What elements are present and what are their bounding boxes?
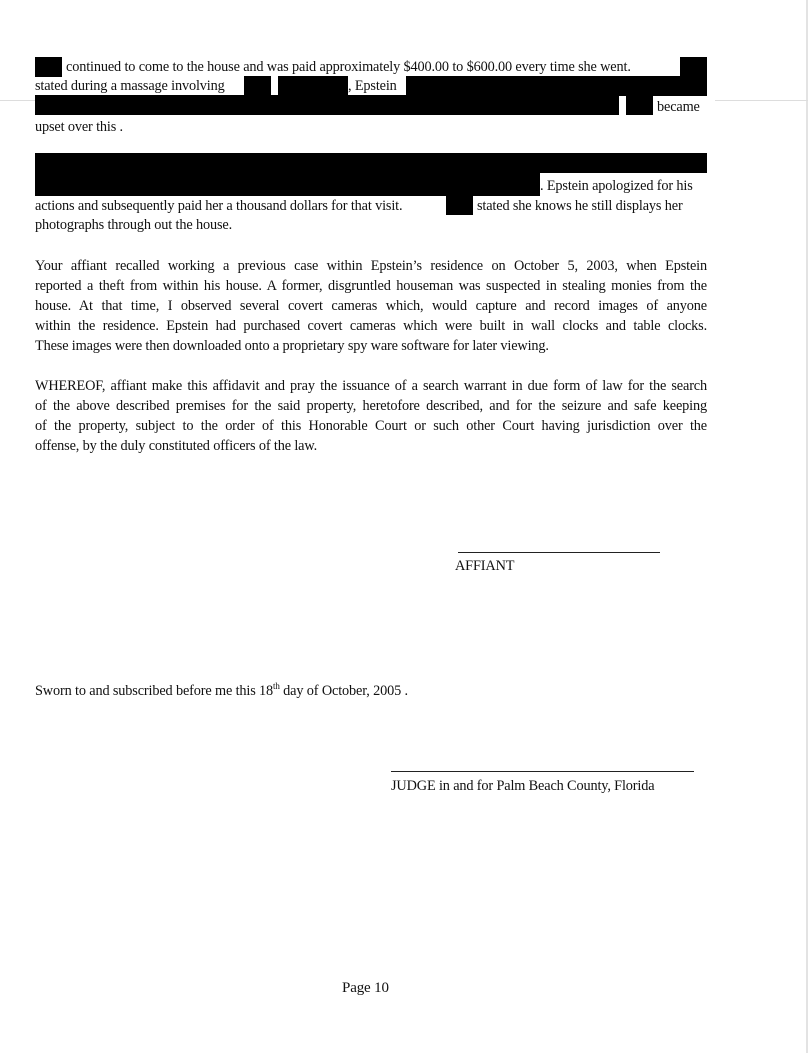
p1-line2: stated during a massage involving: [35, 78, 225, 94]
p1-line4: upset over this .: [35, 119, 123, 135]
redaction-bar: [680, 57, 707, 77]
p1-line3-end: became: [657, 99, 700, 115]
p4-last-line: offense, by the duly constituted officers of the law.: [35, 438, 318, 454]
paragraph-whereof: [35, 376, 707, 436]
scan-noise-right: [715, 100, 808, 101]
p2-line3b: stated she knows he still displays her: [477, 198, 683, 214]
redaction-bar: [446, 195, 473, 215]
p4-line: of the property, subject to the order of this Honorable Court or such other Court having jurisdiction over the: [35, 418, 707, 434]
judge-label: JUDGE in and for Palm Beach County, Florida: [391, 778, 655, 794]
p3-line: Your affiant recalled working a previous case within Epstein’s residence on October 5, 2003, when Epstein: [35, 258, 707, 274]
page-number: Page 10: [342, 980, 389, 996]
p1-line2-epstein: , Epstein: [348, 78, 397, 94]
sworn-ordinal-suffix: th: [273, 681, 280, 692]
p4-line: WHEREOF, affiant make this affidavit and pray the issuance of a search warrant in due form of law for the search: [35, 378, 707, 394]
affiant-signature-line: [458, 552, 660, 553]
p2-line4: photographs through out the house.: [35, 217, 233, 233]
scan-noise-left: [0, 100, 35, 101]
redaction-bar: [406, 76, 707, 96]
judge-signature-line: [391, 771, 694, 772]
redaction-bar: [244, 76, 271, 96]
p1-line1: continued to come to the house and was paid approximately $400.00 to $600.00 every time she went.: [66, 59, 631, 75]
affiant-label: AFFIANT: [455, 558, 515, 574]
p4-line: of the above described premises for the said property, heretofore described, and for the seizure and safe keeping: [35, 398, 707, 414]
sworn-statement: [35, 681, 408, 701]
redaction-bar: [35, 172, 540, 196]
redaction-bar: [35, 95, 619, 115]
p3-line: house. At that time, I observed several covert cameras which, would capture and record images of anyone: [35, 298, 707, 314]
redaction-bar: [626, 95, 653, 115]
redaction-bar: [35, 57, 62, 77]
p3-line: reported a theft from within his house. A former, disgruntled houseman was suspected in stealing monies from the: [35, 278, 707, 294]
redaction-bar: [35, 153, 707, 173]
p3-line: within the residence. Epstein had purchased covert cameras which were built in wall clocks and table clocks.: [35, 318, 707, 334]
p3-last-line: These images were then downloaded onto a proprietary spy ware software for later viewing.: [35, 338, 549, 354]
p2-line3a: actions and subsequently paid her a thousand dollars for that visit.: [35, 198, 403, 214]
paragraph-previous-case: [35, 256, 707, 336]
sworn-pre: Sworn to and subscribed before me this 18: [35, 683, 274, 699]
redaction-bar: [278, 76, 348, 96]
p2-line2: . Epstein apologized for his: [540, 178, 693, 194]
sworn-post: day of October, 2005 .: [279, 683, 408, 699]
